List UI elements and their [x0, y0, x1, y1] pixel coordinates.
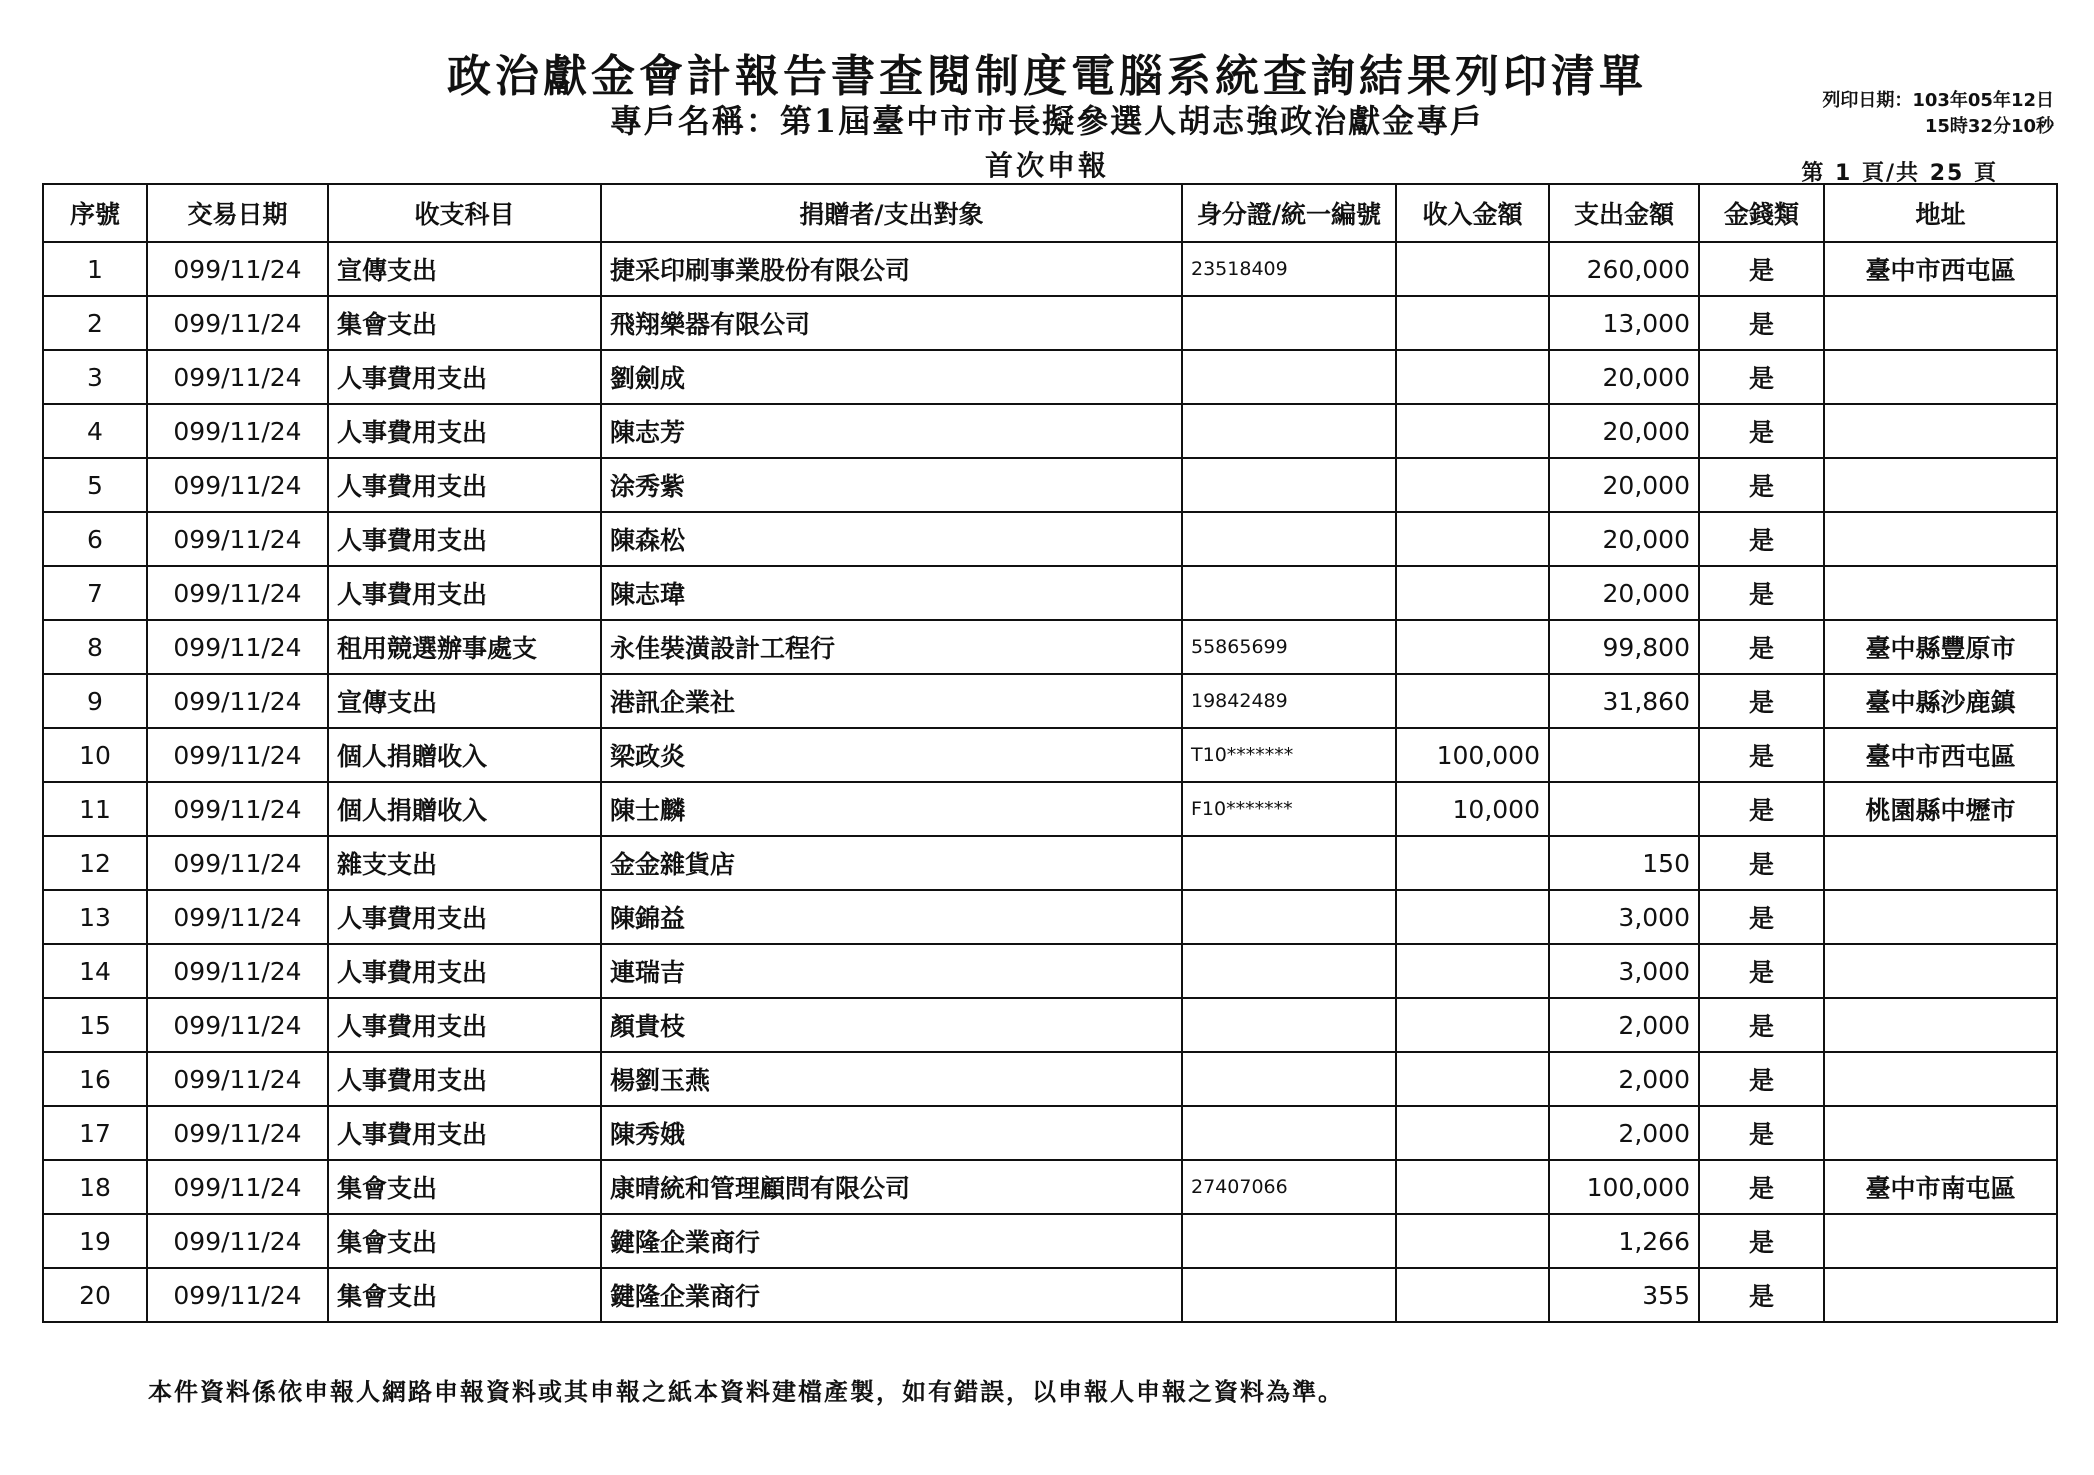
date-cell: 099/11/24: [147, 782, 328, 836]
party-cell: 永佳裝潢設計工程行: [601, 620, 1182, 674]
header-category: 收支科目: [328, 184, 601, 242]
address-cell: 臺中縣沙鹿鎮: [1824, 674, 2057, 728]
date-cell: 099/11/24: [147, 296, 328, 350]
party-cell: 金金雜貨店: [601, 836, 1182, 890]
seq-cell: 14: [43, 944, 147, 998]
seq-cell: 1: [43, 242, 147, 296]
monetary-cell: 是: [1699, 242, 1824, 296]
category-cell: 人事費用支出: [328, 998, 601, 1052]
category-cell: 人事費用支出: [328, 944, 601, 998]
id-cell: [1182, 296, 1396, 350]
id-cell: [1182, 1052, 1396, 1106]
category-cell: 人事費用支出: [328, 890, 601, 944]
income-cell: [1396, 1160, 1549, 1214]
monetary-cell: 是: [1699, 620, 1824, 674]
category-cell: 宣傳支出: [328, 674, 601, 728]
seq-cell: 2: [43, 296, 147, 350]
party-cell: 鍵隆企業商行: [601, 1268, 1182, 1322]
seq-cell: 9: [43, 674, 147, 728]
header-income: 收入金額: [1396, 184, 1549, 242]
page-indicator: 第 1 頁/共 25 頁: [1801, 161, 1998, 186]
table-row: [43, 296, 2057, 350]
category-cell: 宣傳支出: [328, 242, 601, 296]
expense-cell: 2,000: [1549, 1052, 1699, 1106]
party-cell: 陳士麟: [601, 782, 1182, 836]
income-cell: [1396, 404, 1549, 458]
report-title: 政治獻金會計報告書查閱制度電腦系統查詢結果列印清單: [447, 51, 1647, 102]
address-cell: [1824, 458, 2057, 512]
address-cell: 臺中市西屯區: [1824, 728, 2057, 782]
income-cell: [1396, 296, 1549, 350]
seq-cell: 17: [43, 1106, 147, 1160]
monetary-cell: 是: [1699, 1106, 1824, 1160]
id-cell: 19842489: [1182, 674, 1396, 728]
footer-note: 本件資料係依申報人網路申報資料或其申報之紙本資料建檔產製，如有錯誤，以申報人申報之資料為準。: [148, 1377, 1344, 1406]
seq-cell: 16: [43, 1052, 147, 1106]
income-cell: [1396, 836, 1549, 890]
seq-cell: 13: [43, 890, 147, 944]
table-row: [43, 1160, 2057, 1214]
category-cell: 人事費用支出: [328, 458, 601, 512]
id-cell: [1182, 998, 1396, 1052]
income-cell: [1396, 566, 1549, 620]
party-cell: 捷采印刷事業股份有限公司: [601, 242, 1182, 296]
monetary-cell: 是: [1699, 836, 1824, 890]
expense-cell: 3,000: [1549, 944, 1699, 998]
address-cell: [1824, 512, 2057, 566]
table-row: [43, 620, 2057, 674]
date-cell: 099/11/24: [147, 1106, 328, 1160]
income-cell: 100,000: [1396, 728, 1549, 782]
expense-cell: 31,860: [1549, 674, 1699, 728]
monetary-cell: 是: [1699, 998, 1824, 1052]
expense-cell: 20,000: [1549, 566, 1699, 620]
date-cell: 099/11/24: [147, 404, 328, 458]
address-cell: [1824, 998, 2057, 1052]
expense-cell: 1,266: [1549, 1214, 1699, 1268]
party-cell: 陳秀娥: [601, 1106, 1182, 1160]
income-cell: [1396, 1052, 1549, 1106]
category-cell: 雜支支出: [328, 836, 601, 890]
monetary-cell: 是: [1699, 728, 1824, 782]
expense-cell: [1549, 728, 1699, 782]
date-cell: 099/11/24: [147, 512, 328, 566]
party-cell: 連瑞吉: [601, 944, 1182, 998]
monetary-cell: 是: [1699, 566, 1824, 620]
print-info: [1822, 88, 2054, 140]
expense-cell: 20,000: [1549, 458, 1699, 512]
category-cell: 人事費用支出: [328, 512, 601, 566]
id-cell: 23518409: [1182, 242, 1396, 296]
header-monetary: 金錢類: [1699, 184, 1824, 242]
category-cell: 人事費用支出: [328, 566, 601, 620]
date-cell: 099/11/24: [147, 242, 328, 296]
id-cell: 27407066: [1182, 1160, 1396, 1214]
expense-cell: 2,000: [1549, 1106, 1699, 1160]
category-cell: 人事費用支出: [328, 350, 601, 404]
id-cell: 55865699: [1182, 620, 1396, 674]
expense-cell: [1549, 782, 1699, 836]
account-name: 專戶名稱：第1屆臺中市市長擬參選人胡志強政治獻金專戶: [609, 102, 1485, 140]
income-cell: [1396, 1106, 1549, 1160]
expense-cell: 100,000: [1549, 1160, 1699, 1214]
income-cell: 10,000: [1396, 782, 1549, 836]
id-cell: [1182, 566, 1396, 620]
address-cell: [1824, 944, 2057, 998]
table-row: [43, 566, 2057, 620]
expense-cell: 20,000: [1549, 512, 1699, 566]
date-cell: 099/11/24: [147, 1160, 328, 1214]
transaction-table: [42, 183, 2058, 1323]
date-cell: 099/11/24: [147, 944, 328, 998]
income-cell: [1396, 242, 1549, 296]
print-date: 列印日期：103年05年12日: [1822, 90, 2054, 111]
date-cell: 099/11/24: [147, 1214, 328, 1268]
table-row: [43, 728, 2057, 782]
income-cell: [1396, 1214, 1549, 1268]
seq-cell: 3: [43, 350, 147, 404]
monetary-cell: 是: [1699, 458, 1824, 512]
address-cell: [1824, 566, 2057, 620]
monetary-cell: 是: [1699, 944, 1824, 998]
category-cell: 集會支出: [328, 1268, 601, 1322]
table-body: [43, 242, 2057, 1322]
address-cell: [1824, 296, 2057, 350]
print-time: 15時32分10秒: [1924, 116, 2054, 137]
date-cell: 099/11/24: [147, 566, 328, 620]
table-row: [43, 1214, 2057, 1268]
address-cell: [1824, 890, 2057, 944]
party-cell: 鍵隆企業商行: [601, 1214, 1182, 1268]
seq-cell: 15: [43, 998, 147, 1052]
category-cell: 集會支出: [328, 1214, 601, 1268]
seq-cell: 8: [43, 620, 147, 674]
table-row: [43, 350, 2057, 404]
seq-cell: 11: [43, 782, 147, 836]
table-row: [43, 890, 2057, 944]
party-cell: 顏貴枝: [601, 998, 1182, 1052]
id-cell: [1182, 404, 1396, 458]
seq-cell: 20: [43, 1268, 147, 1322]
id-cell: [1182, 1268, 1396, 1322]
date-cell: 099/11/24: [147, 998, 328, 1052]
date-cell: 099/11/24: [147, 620, 328, 674]
address-cell: [1824, 1052, 2057, 1106]
expense-cell: 3,000: [1549, 890, 1699, 944]
id-cell: [1182, 890, 1396, 944]
monetary-cell: 是: [1699, 404, 1824, 458]
table-row: [43, 242, 2057, 296]
expense-cell: 150: [1549, 836, 1699, 890]
category-cell: 人事費用支出: [328, 1052, 601, 1106]
party-cell: 陳森松: [601, 512, 1182, 566]
category-cell: 個人捐贈收入: [328, 728, 601, 782]
seq-cell: 5: [43, 458, 147, 512]
category-cell: 人事費用支出: [328, 404, 601, 458]
expense-cell: 20,000: [1549, 350, 1699, 404]
party-cell: 陳志芳: [601, 404, 1182, 458]
table-row: [43, 782, 2057, 836]
date-cell: 099/11/24: [147, 1268, 328, 1322]
date-cell: 099/11/24: [147, 890, 328, 944]
table-row: [43, 1268, 2057, 1322]
category-cell: 個人捐贈收入: [328, 782, 601, 836]
monetary-cell: 是: [1699, 890, 1824, 944]
table-row: [43, 1106, 2057, 1160]
date-cell: 099/11/24: [147, 674, 328, 728]
party-cell: 康晴統和管理顧問有限公司: [601, 1160, 1182, 1214]
seq-cell: 10: [43, 728, 147, 782]
id-cell: [1182, 512, 1396, 566]
table-row: [43, 944, 2057, 998]
header-date: 交易日期: [147, 184, 328, 242]
address-cell: [1824, 404, 2057, 458]
income-cell: [1396, 674, 1549, 728]
party-cell: 劉劍成: [601, 350, 1182, 404]
income-cell: [1396, 458, 1549, 512]
address-cell: [1824, 1214, 2057, 1268]
seq-cell: 6: [43, 512, 147, 566]
expense-cell: 99,800: [1549, 620, 1699, 674]
address-cell: 桃園縣中壢市: [1824, 782, 2057, 836]
seq-cell: 7: [43, 566, 147, 620]
income-cell: [1396, 350, 1549, 404]
party-cell: 涂秀紫: [601, 458, 1182, 512]
address-cell: [1824, 350, 2057, 404]
date-cell: 099/11/24: [147, 350, 328, 404]
table-header-row: [43, 184, 2057, 242]
table-row: [43, 998, 2057, 1052]
address-cell: 臺中縣豐原市: [1824, 620, 2057, 674]
monetary-cell: 是: [1699, 1052, 1824, 1106]
table-row: [43, 836, 2057, 890]
category-cell: 租用競選辦事處支: [328, 620, 601, 674]
header-party: 捐贈者/支出對象: [601, 184, 1182, 242]
table-row: [43, 674, 2057, 728]
id-cell: T10*******: [1182, 728, 1396, 782]
monetary-cell: 是: [1699, 1268, 1824, 1322]
income-cell: [1396, 512, 1549, 566]
party-cell: 楊劉玉燕: [601, 1052, 1182, 1106]
date-cell: 099/11/24: [147, 1052, 328, 1106]
category-cell: 集會支出: [328, 296, 601, 350]
income-cell: [1396, 944, 1549, 998]
expense-cell: 20,000: [1549, 404, 1699, 458]
monetary-cell: 是: [1699, 674, 1824, 728]
seq-cell: 12: [43, 836, 147, 890]
date-cell: 099/11/24: [147, 728, 328, 782]
income-cell: [1396, 1268, 1549, 1322]
category-cell: 集會支出: [328, 1160, 601, 1214]
seq-cell: 19: [43, 1214, 147, 1268]
monetary-cell: 是: [1699, 512, 1824, 566]
party-cell: 陳錦益: [601, 890, 1182, 944]
header-seq: 序號: [43, 184, 147, 242]
address-cell: [1824, 1106, 2057, 1160]
income-cell: [1396, 998, 1549, 1052]
monetary-cell: 是: [1699, 350, 1824, 404]
expense-cell: 355: [1549, 1268, 1699, 1322]
category-cell: 人事費用支出: [328, 1106, 601, 1160]
table-row: [43, 1052, 2057, 1106]
party-cell: 梁政炎: [601, 728, 1182, 782]
income-cell: [1396, 890, 1549, 944]
expense-cell: 2,000: [1549, 998, 1699, 1052]
monetary-cell: 是: [1699, 296, 1824, 350]
address-cell: [1824, 1268, 2057, 1322]
monetary-cell: 是: [1699, 782, 1824, 836]
id-cell: [1182, 1106, 1396, 1160]
seq-cell: 18: [43, 1160, 147, 1214]
id-cell: [1182, 350, 1396, 404]
date-cell: 099/11/24: [147, 458, 328, 512]
header-expense: 支出金額: [1549, 184, 1699, 242]
date-cell: 099/11/24: [147, 836, 328, 890]
id-cell: F10*******: [1182, 782, 1396, 836]
seq-cell: 4: [43, 404, 147, 458]
id-cell: [1182, 836, 1396, 890]
id-cell: [1182, 1214, 1396, 1268]
expense-cell: 260,000: [1549, 242, 1699, 296]
monetary-cell: 是: [1699, 1160, 1824, 1214]
party-cell: 陳志瑋: [601, 566, 1182, 620]
id-cell: [1182, 944, 1396, 998]
monetary-cell: 是: [1699, 1214, 1824, 1268]
party-cell: 飛翔樂器有限公司: [601, 296, 1182, 350]
address-cell: 臺中市西屯區: [1824, 242, 2057, 296]
party-cell: 港訊企業社: [601, 674, 1182, 728]
table-row: [43, 512, 2057, 566]
address-cell: 臺中市南屯區: [1824, 1160, 2057, 1214]
header-id: 身分證/統一編號: [1182, 184, 1396, 242]
report-type: 首次申報: [984, 149, 1109, 182]
id-cell: [1182, 458, 1396, 512]
expense-cell: 13,000: [1549, 296, 1699, 350]
table-row: [43, 458, 2057, 512]
address-cell: [1824, 836, 2057, 890]
header-address: 地址: [1824, 184, 2057, 242]
income-cell: [1396, 620, 1549, 674]
table-row: [43, 404, 2057, 458]
